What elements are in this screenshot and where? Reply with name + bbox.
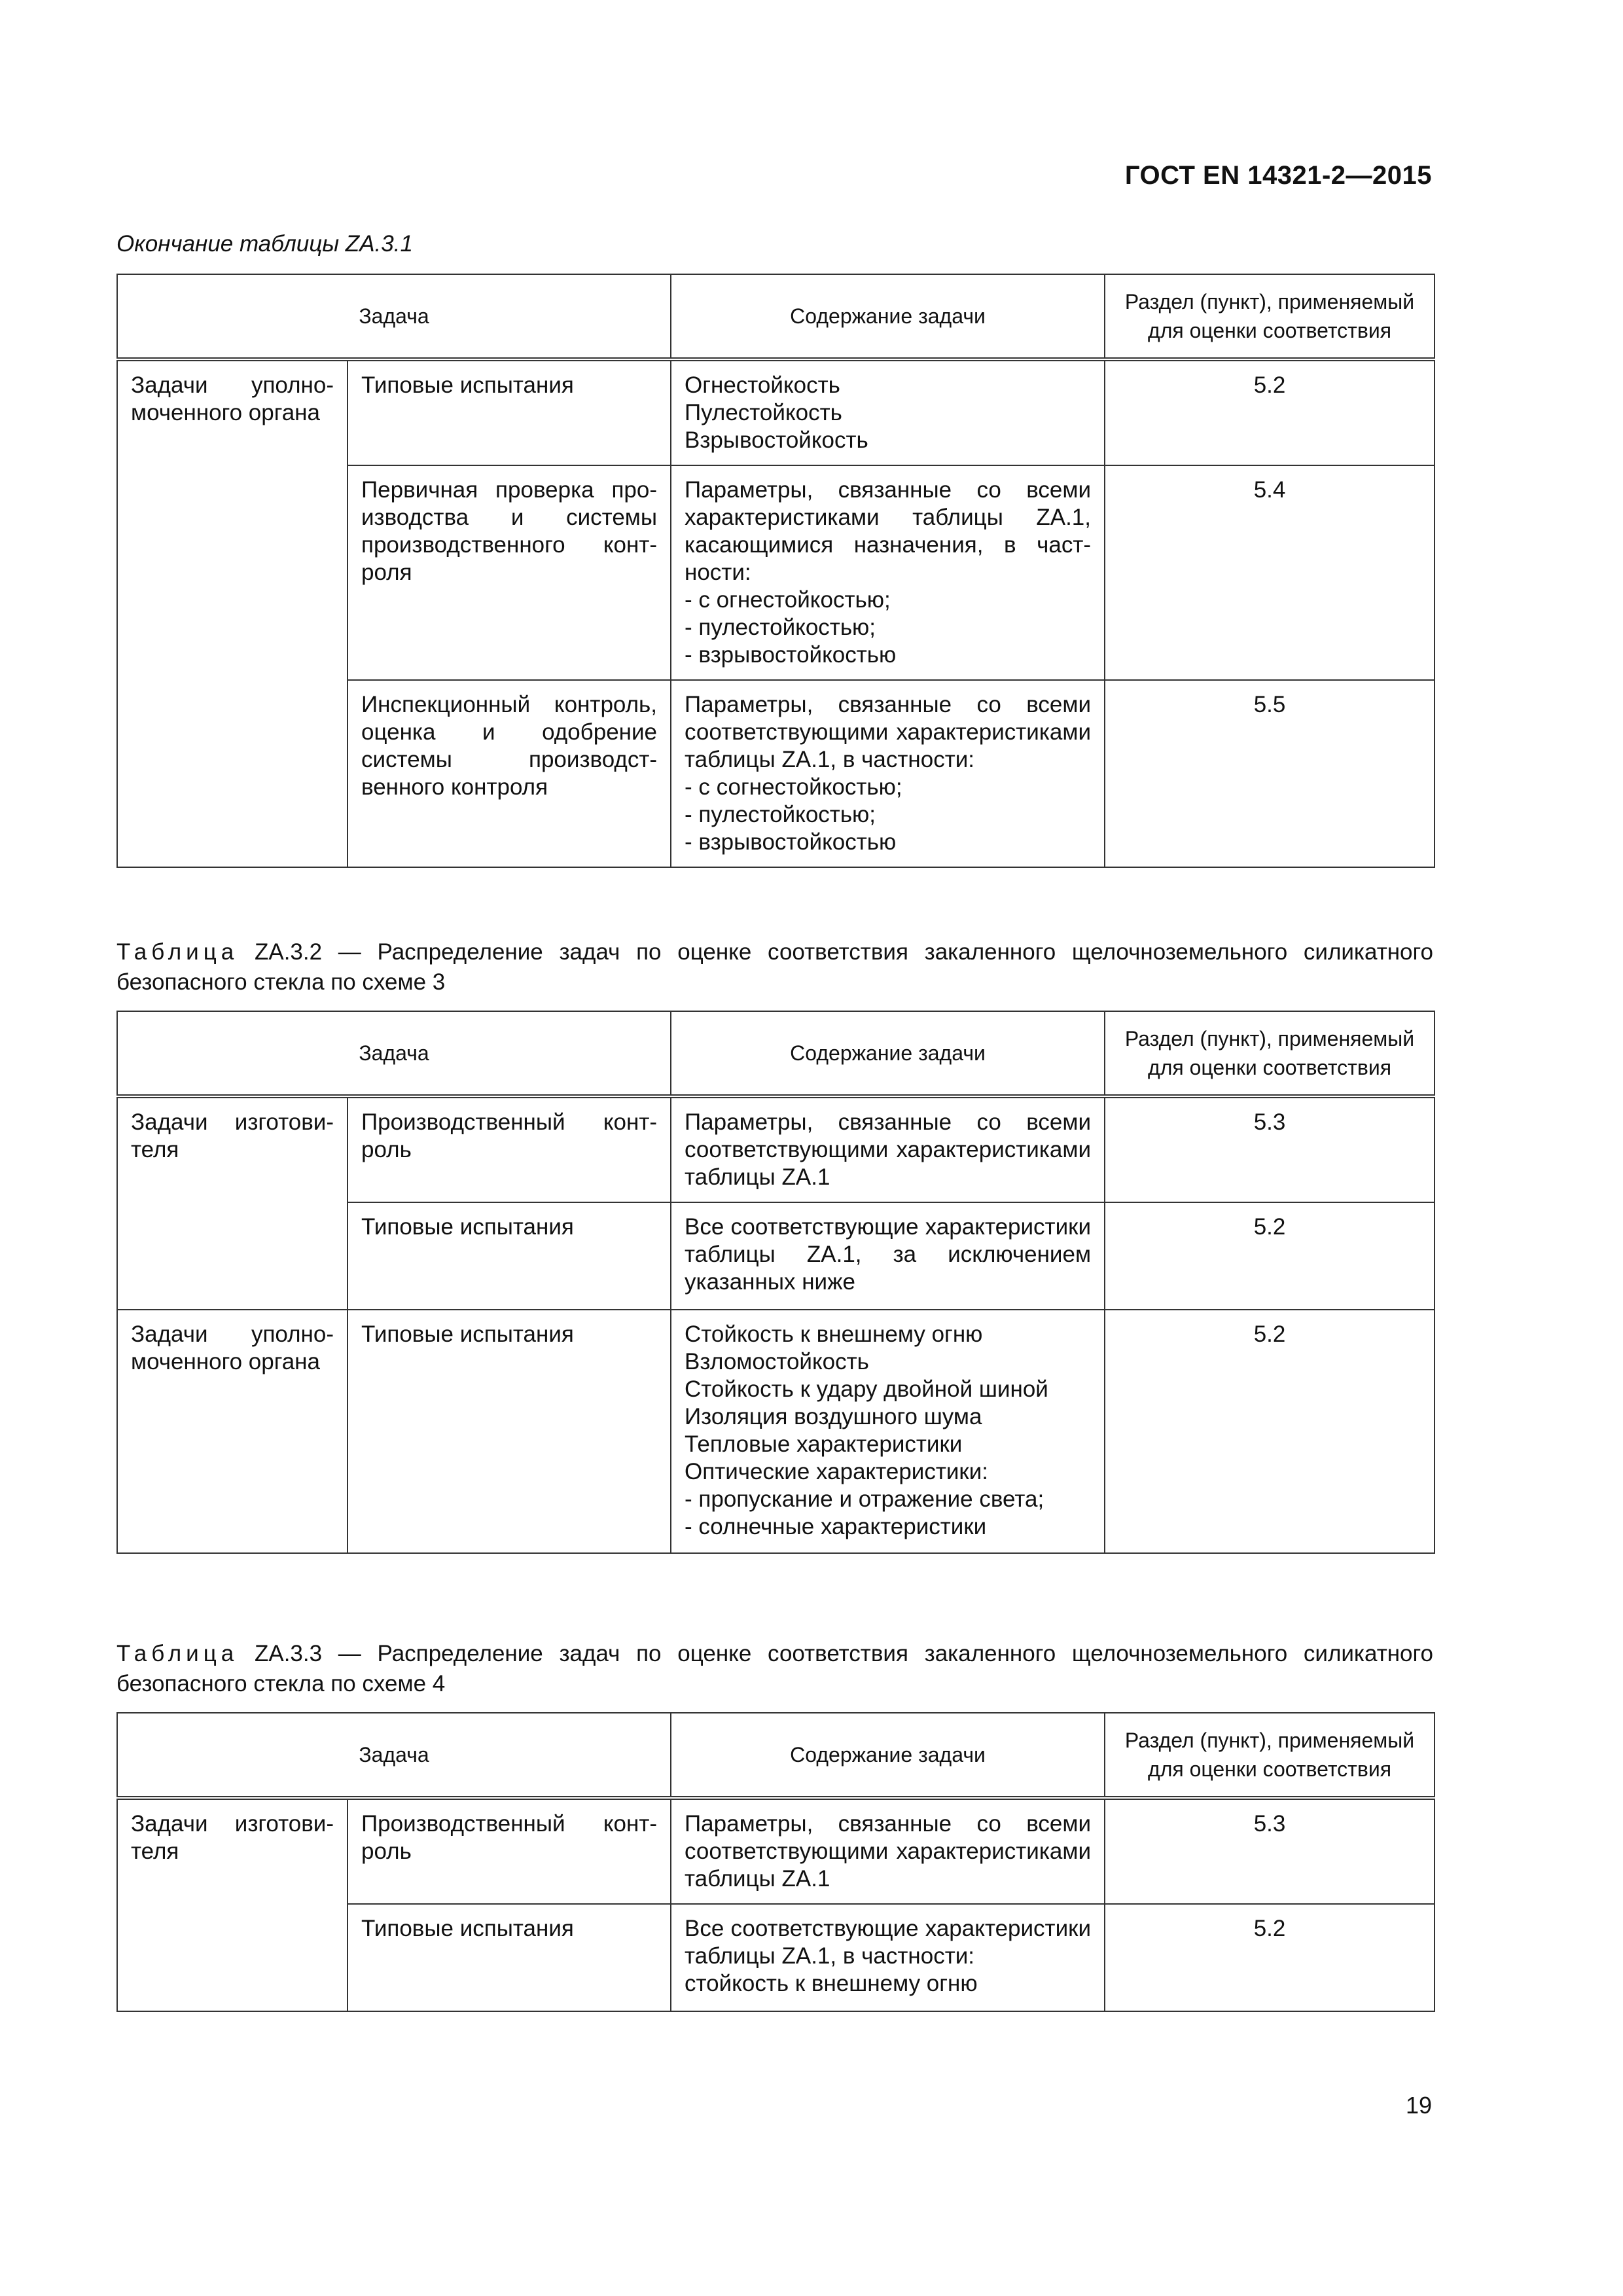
row-group-label: Задачи изготовителя [117, 1096, 348, 1310]
task-content [671, 680, 1105, 867]
column-header-section-line: для оценки соответствия [1148, 319, 1392, 342]
content-line: - взрывостойкостью [685, 829, 897, 855]
table-row [117, 359, 1435, 465]
section-number: 5.2 [1105, 1310, 1435, 1553]
column-header-section [1105, 274, 1435, 359]
content-line: Огнестойкость [685, 372, 840, 398]
task-content [671, 1310, 1105, 1553]
row-group-label: Задачи изготовителя [117, 1798, 348, 2011]
section-number: 5.3 [1105, 1096, 1435, 1202]
column-header-content: Содержание задачи [671, 274, 1105, 359]
table-header-row [117, 1011, 1435, 1096]
content-line: - пулестойкостью; [685, 802, 876, 827]
column-header-section [1105, 1011, 1435, 1096]
task-name: Типовые испытания [348, 359, 671, 465]
table-za-3-3 [116, 1712, 1435, 2012]
table-caption-text: ZA.3.2 — Распределение задач по оценке соответствия закаленного щелочноземельного силикатного безопасного стекла по схеме 3 [116, 939, 1433, 995]
task-name: Типовые испытания [348, 1310, 671, 1553]
content-line: Взрывостойкость [685, 427, 868, 453]
column-header-section-line: Раздел (пункт), применяемый [1124, 1027, 1415, 1050]
table-header-row [117, 1713, 1435, 1798]
content-line: Тепловые характеристики [685, 1431, 963, 1457]
task-content [671, 1096, 1105, 1202]
task-content [671, 1202, 1105, 1310]
content-line: - солнечные характеристики [685, 1514, 987, 1539]
column-header-content: Содержание задачи [671, 1713, 1105, 1798]
table-caption-text: ZA.3.3 — Распределение задач по оценке соответствия закаленного щелочноземельного силикатного безопасного стекла по схеме 4 [116, 1641, 1433, 1696]
task-name: Первичная проверка производства и системы производственного контроля [348, 465, 671, 680]
column-header-section-line: Раздел (пункт), применяемый [1124, 290, 1415, 314]
task-content [671, 1798, 1105, 1904]
column-header-section-line: для оценки соответствия [1148, 1056, 1392, 1079]
table1-caption: Окончание таблицы ZA.3.1 [116, 231, 413, 257]
section-number: 5.2 [1105, 1202, 1435, 1310]
section-number: 5.2 [1105, 1904, 1435, 2011]
section-number: 5.3 [1105, 1798, 1435, 1904]
content-line: Оптические характеристики: [685, 1459, 989, 1484]
task-name: Производственный контроль [348, 1096, 671, 1202]
column-header-content: Содержание задачи [671, 1011, 1105, 1096]
page-number: 19 [1405, 2092, 1432, 2119]
content-line: Изоляция воздушного шума [685, 1404, 982, 1429]
table-label: Таблица [116, 1641, 239, 1666]
row-group-label: Задачи уполномоченного органа [117, 359, 348, 867]
column-header-task: Задача [117, 1011, 671, 1096]
task-content [671, 1904, 1105, 2011]
column-header-section-line: Раздел (пункт), применяемый [1124, 1729, 1415, 1752]
content-line: Параметры, связанные со всеми характеристиками таблицы ZA.1, касающимися назначения, в частности: [685, 477, 1092, 585]
content-line: - пропускание и отражение света; [685, 1486, 1044, 1512]
content-line: - с огнестойкостью; [685, 587, 891, 613]
content-line: - с согнестойкостью; [685, 774, 902, 800]
content-line: Пулестойкость [685, 400, 842, 425]
content-line: Параметры, связанные со всеми соответствующими характеристиками таблицы ZA.1 [685, 1109, 1092, 1190]
column-header-task: Задача [117, 274, 671, 359]
task-content [671, 359, 1105, 465]
table-row [117, 1096, 1435, 1202]
task-name: Инспекционный контроль, оценка и одобрение системы производственного контроля [348, 680, 671, 867]
content-line: стойкость к внешнему огню [685, 1971, 978, 1996]
content-line: - пулестойкостью; [685, 615, 876, 640]
row-group-label: Задачи уполномоченного органа [117, 1310, 348, 1553]
section-number: 5.4 [1105, 465, 1435, 680]
content-line: - взрывостойкостью [685, 642, 897, 668]
table-label: Таблица [116, 939, 239, 965]
task-content [671, 465, 1105, 680]
content-line: Параметры, связанные со всеми соответствующими характеристиками таблицы ZA.1 [685, 1811, 1092, 1892]
content-line: Все соответствующие характеристики таблицы ZA.1, за исключением указанных ниже [685, 1214, 1092, 1295]
table2-caption [116, 937, 1433, 997]
task-name: Типовые испытания [348, 1202, 671, 1310]
table-header-row [117, 274, 1435, 359]
column-header-task: Задача [117, 1713, 671, 1798]
table3-caption [116, 1639, 1433, 1699]
content-line: Параметры, связанные со всеми соответствующими характеристиками таблицы ZA.1, в частности: [685, 692, 1092, 772]
task-name: Типовые испытания [348, 1904, 671, 2011]
table-row [117, 1310, 1435, 1553]
content-line: Взломостойкость [685, 1349, 869, 1374]
standard-designation: ГОСТ EN 14321-2—2015 [1124, 161, 1432, 190]
table-za-3-1 [116, 274, 1435, 868]
column-header-section [1105, 1713, 1435, 1798]
content-line: Все соответствующие характеристики таблицы ZA.1, в частности: [685, 1916, 1092, 1969]
content-line: Стойкость к удару двойной шиной [685, 1376, 1048, 1402]
section-number: 5.5 [1105, 680, 1435, 867]
column-header-section-line: для оценки соответствия [1148, 1757, 1392, 1781]
section-number: 5.2 [1105, 359, 1435, 465]
table-row [117, 1798, 1435, 1904]
content-line: Стойкость к внешнему огню [685, 1321, 983, 1347]
table-za-3-2 [116, 1011, 1435, 1554]
task-name: Производственный контроль [348, 1798, 671, 1904]
